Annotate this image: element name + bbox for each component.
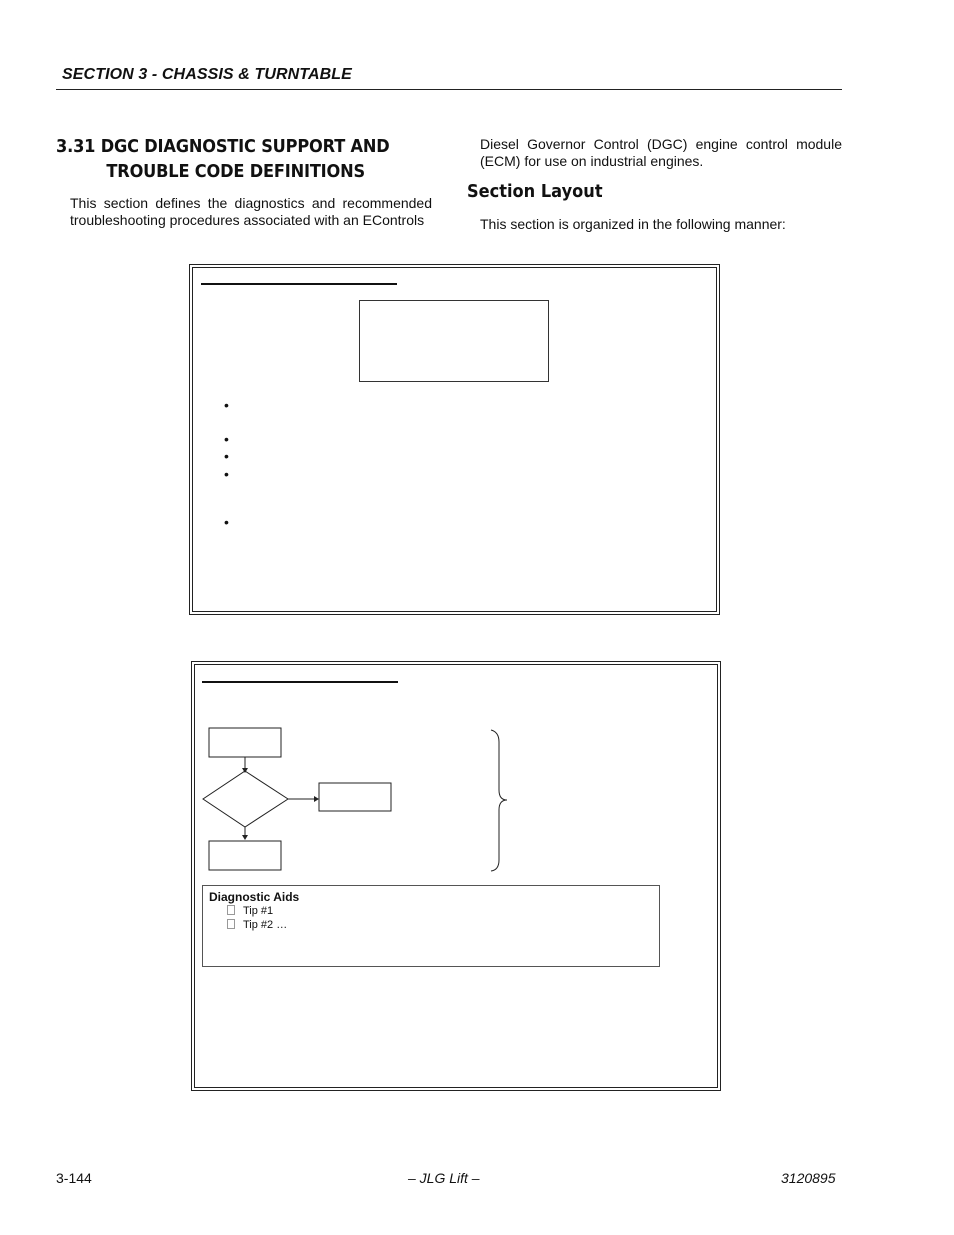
flowchart-arrowhead [314, 796, 319, 802]
diagram1-bullet: • [224, 514, 229, 530]
page-number: 3-144 [56, 1170, 92, 1186]
diagnostic-aids-tip-label: Tip #2 … [243, 919, 288, 931]
diagnostic-aids-title: Diagnostic Aids [209, 890, 300, 904]
diagram1-bullet: • [224, 466, 229, 482]
diagram1-bullet: • [224, 431, 229, 447]
flowchart-end-box [209, 841, 281, 870]
section-layout-heading: Section Layout [467, 181, 603, 202]
intro-paragraph-right: Diesel Governor Control (DGC) engine control module (ECM) for use on industrial engines. [480, 136, 842, 169]
diagram1-bullet: • [224, 397, 229, 413]
checkbox-icon [227, 919, 235, 929]
diagnostic-aids-tip [227, 905, 273, 917]
flowchart-brace [491, 730, 507, 871]
diagnostic-aids-tip [227, 919, 287, 931]
diagnostic-aids-tip-label: Tip #1 [243, 905, 274, 917]
flowchart-decision-diamond [203, 771, 288, 827]
header-rule [56, 89, 842, 90]
flowchart-arrowhead [242, 835, 248, 840]
section-title [56, 134, 390, 184]
section-title-line1: 3.31 DGC DIAGNOSTIC SUPPORT AND [56, 136, 390, 157]
diagram1-bullet: • [224, 448, 229, 464]
footer-publisher: – JLG Lift – [408, 1170, 480, 1186]
diagram2-title-underline [202, 681, 398, 683]
flowchart [195, 720, 525, 880]
running-header: SECTION 3 - CHASSIS & TURNTABLE [62, 66, 352, 83]
flowchart-start-box [209, 728, 281, 757]
document-number: 3120895 [781, 1170, 836, 1186]
flowchart-action-box [319, 783, 391, 811]
diagram1-description-box [359, 300, 549, 382]
diagram1-title-underline [201, 283, 397, 285]
checkbox-icon [227, 905, 235, 915]
section-title-line2: TROUBLE CODE DEFINITIONS [106, 161, 365, 182]
intro-paragraph-left: This section defines the diagnostics and recommended troubleshooting procedures associated with an EControls [70, 195, 432, 228]
section-layout-text: This section is organized in the following manner: [480, 216, 786, 232]
